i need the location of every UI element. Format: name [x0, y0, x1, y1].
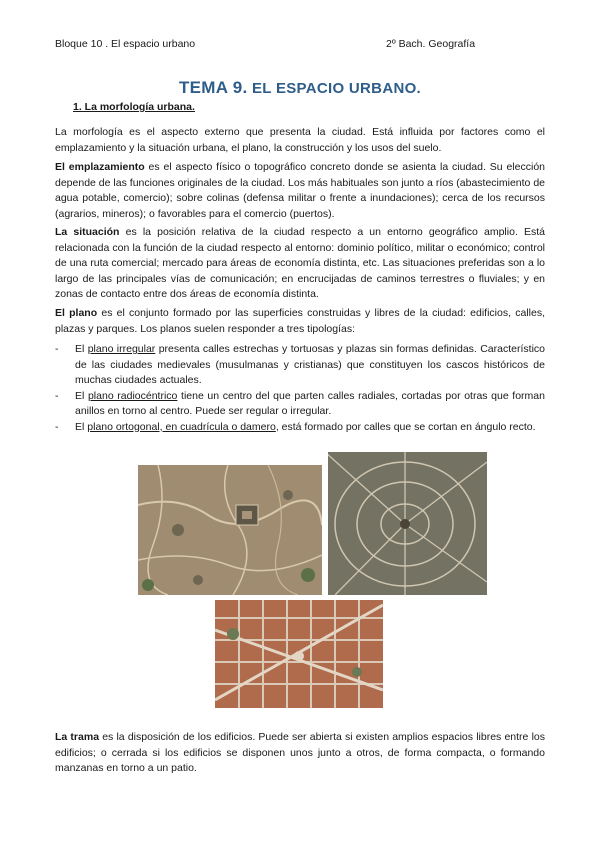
term-plano-ortogonal: plano ortogonal, en cuadrícula o damero	[87, 420, 276, 433]
list-item-text: presenta calles estrechas y tortuosas y plazas sin formas definidas. Característico de las ciudades medievales (musulmanas y cristianas) que constituyen los cascos históricos de muchas ciudades actuales.	[75, 343, 545, 386]
list-item	[55, 389, 545, 420]
list-item-text: tiene un centro del que parten calles radiales, cortadas por otras que forman anillos en torno al centro. Puede ser regular o irregular.	[75, 389, 545, 417]
text-plano: es el conjunto formado por las superficies construidas y libres de la ciudad: edificios, calles, plazas y parques. Los planos suelen responder a tres tipologías:	[55, 307, 545, 335]
term-plano: El plano	[55, 307, 98, 319]
list-dash: -	[55, 420, 59, 433]
paragraph-situacion	[55, 225, 545, 303]
paragraph-emplazamiento	[55, 160, 545, 222]
list-dash: -	[55, 343, 59, 355]
term-emplazamiento: El emplazamiento	[55, 161, 145, 173]
list-item-prefix: El	[75, 389, 88, 402]
text-situacion: es la posición relativa de la ciudad respecto a un entorno geográfico amplio. Está relacionada con la función de la ciudad respecto al entorno: dominio político, militar o económico; control de una ruta comercial; mercado para áreas de economía distinta, etc. Las situaciones preferidas son a lo largo de las principales vías de comunicación; en encrucijadas de caminos terrestres o fluviales; y en zonas de contacto entre dos áreas de economía distinta.	[55, 226, 545, 300]
title-prefix: TEMA 9.	[178, 78, 248, 97]
title-rest: EL ESPACIO URBANO.	[247, 80, 422, 97]
aerial-photo-irregular	[138, 465, 322, 595]
term-situacion: La situación	[55, 226, 120, 238]
term-trama: La trama	[55, 731, 100, 743]
list-item	[55, 342, 545, 389]
term-plano-radiocentrico: plano radiocéntrico	[87, 389, 178, 402]
paragraph-intro: La morfología es el aspecto externo que presenta la ciudad. Está influida por factores como el emplazamiento y la situación urbana, el plano, la construcción y los usos del suelo.	[55, 126, 545, 154]
text-trama: es la disposición de los edificios. Puede ser abierta si existen amplios espacios libres entre los edificios; o cerrada si los edificios se disponen unos junto a otros, de forma compacta, o formando manzanas en torno a un patio.	[55, 731, 545, 774]
list-item-prefix: El	[75, 420, 88, 433]
paragraph-trama	[55, 730, 545, 777]
paragraph-plano	[55, 306, 545, 337]
aerial-photo-radiocentric	[325, 452, 487, 595]
list-dash: -	[55, 389, 59, 402]
text-emplazamiento: es el aspecto físico o topográfico concreto donde se asienta la ciudad. Su elección depende de las funciones originales de la ciudad. Los más habituales son junto a ríos (abastecimiento de agua potable, comercio); sobre colinas (defensa militar o frente a inundaciones); cerca de los recursos (agrarios, mineros); o favorables para el comercio (puertos).	[55, 161, 545, 220]
list-item-text: , está formado por calles que se cortan en ángulo recto.	[275, 420, 536, 433]
term-plano-irregular: plano irregular	[87, 343, 156, 355]
plan-types-list	[55, 342, 545, 435]
list-item	[55, 420, 545, 436]
aerial-photo-grid	[215, 600, 383, 708]
section-heading: 1. La morfología urbana.	[73, 101, 195, 113]
header-course-block: Bloque 10 . El espacio urbano	[55, 38, 196, 50]
page-title	[0, 78, 600, 98]
list-item-prefix: El	[75, 343, 88, 355]
header-course-level: 2º Bach. Geografía	[386, 38, 476, 50]
